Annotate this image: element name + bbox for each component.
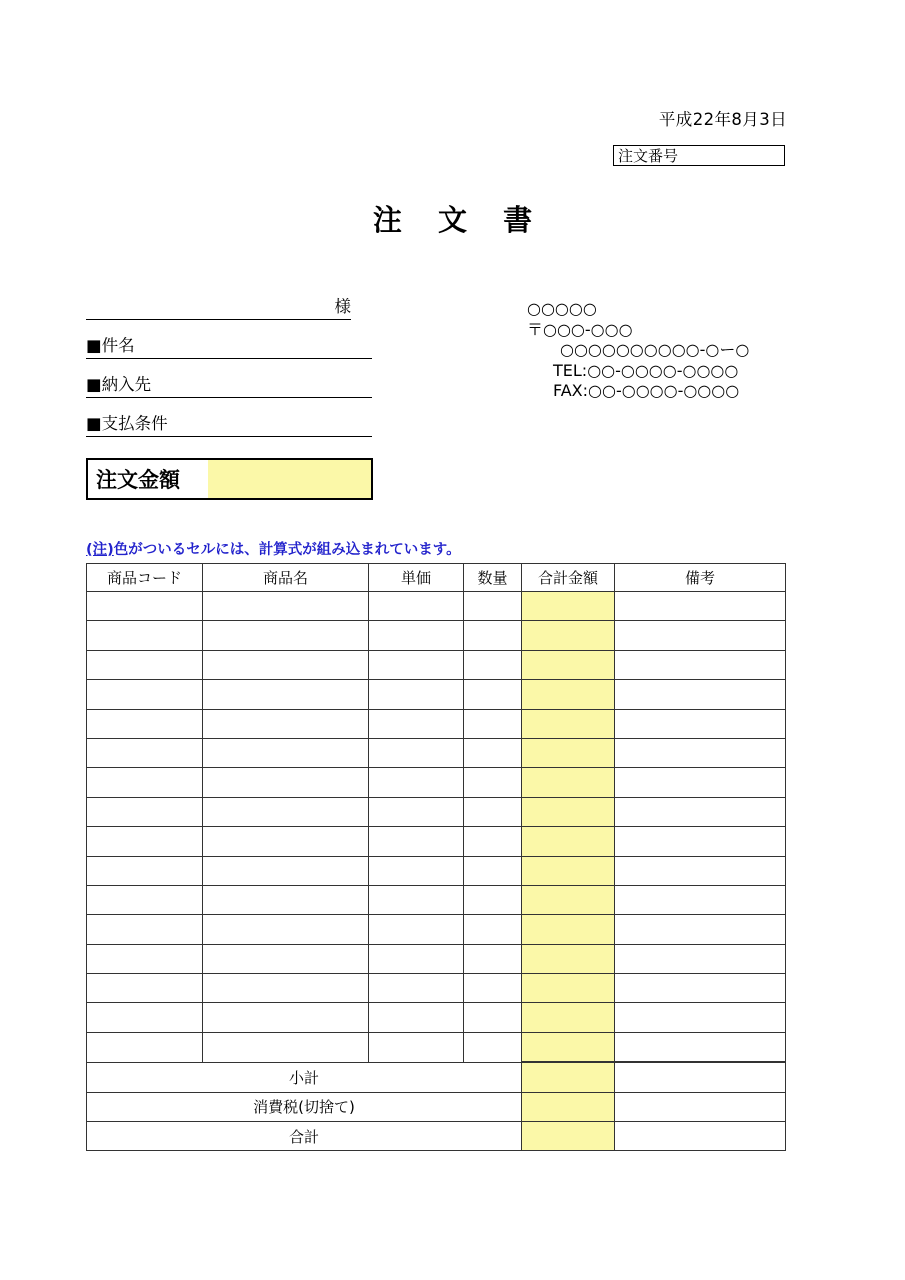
table-row — [87, 650, 786, 679]
table-row — [87, 885, 786, 914]
table-row — [87, 680, 786, 709]
table-row — [87, 827, 786, 856]
cell-total-amount[interactable] — [522, 1003, 615, 1032]
cell-product-name[interactable] — [203, 738, 369, 767]
cell-total-amount[interactable] — [522, 1032, 615, 1062]
summary-remarks[interactable] — [615, 1122, 786, 1151]
cell-remarks[interactable] — [615, 680, 786, 709]
cell-total-amount[interactable] — [522, 709, 615, 738]
cell-total-amount[interactable] — [522, 592, 615, 621]
cell-quantity[interactable] — [464, 797, 522, 826]
cell-remarks[interactable] — [615, 915, 786, 944]
delivery-destination-field[interactable] — [86, 372, 372, 398]
cell-product-name[interactable] — [203, 885, 369, 914]
summary-label: 合計 — [87, 1122, 522, 1151]
order-amount-box — [86, 458, 373, 500]
cell-total-amount[interactable] — [522, 650, 615, 679]
cell-product-code[interactable] — [87, 974, 203, 1003]
document-date: 平成22年8月3日 — [658, 110, 787, 129]
order-number-label: 注文番号 — [618, 147, 679, 165]
cell-product-name[interactable] — [203, 797, 369, 826]
cell-quantity[interactable] — [464, 827, 522, 856]
cell-remarks[interactable] — [615, 797, 786, 826]
cell-product-name[interactable] — [203, 592, 369, 621]
cell-remarks[interactable] — [615, 621, 786, 650]
cell-unit-price[interactable] — [369, 856, 464, 885]
cell-unit-price[interactable] — [369, 680, 464, 709]
cell-total-amount[interactable] — [522, 856, 615, 885]
table-row — [87, 1003, 786, 1032]
cell-quantity[interactable] — [464, 680, 522, 709]
cell-product-code[interactable] — [87, 885, 203, 914]
payment-label: ■支払条件 — [86, 414, 168, 433]
cell-remarks[interactable] — [615, 944, 786, 973]
cell-product-code[interactable] — [87, 768, 203, 797]
cell-remarks[interactable] — [615, 974, 786, 1003]
cell-product-name[interactable] — [203, 827, 369, 856]
cell-product-name[interactable] — [203, 974, 369, 1003]
order-items-table — [86, 563, 786, 1151]
summary-label: 小計 — [87, 1062, 522, 1092]
cell-unit-price[interactable] — [369, 885, 464, 914]
cell-product-name[interactable] — [203, 680, 369, 709]
summary-label: 消費税(切捨て) — [87, 1092, 522, 1121]
table-row — [87, 944, 786, 973]
cell-unit-price[interactable] — [369, 1003, 464, 1032]
cell-unit-price[interactable] — [369, 974, 464, 1003]
table-row — [87, 974, 786, 1003]
cell-quantity[interactable] — [464, 1003, 522, 1032]
cell-total-amount[interactable] — [522, 738, 615, 767]
table-row — [87, 797, 786, 826]
table-header-row — [87, 564, 786, 592]
header-remarks: 備考 — [615, 564, 786, 592]
cell-quantity[interactable] — [464, 944, 522, 973]
cell-remarks[interactable] — [615, 1032, 786, 1062]
cell-total-amount[interactable] — [522, 974, 615, 1003]
cell-unit-price[interactable] — [369, 768, 464, 797]
table-row — [87, 856, 786, 885]
formula-note — [86, 538, 461, 559]
cell-quantity[interactable] — [464, 768, 522, 797]
cell-total-amount[interactable] — [522, 827, 615, 856]
company-address: ○○○○○○○○○○-○ー○ — [560, 340, 750, 359]
table-row — [87, 621, 786, 650]
cell-product-name[interactable] — [203, 621, 369, 650]
cell-remarks[interactable] — [615, 885, 786, 914]
cell-remarks[interactable] — [615, 709, 786, 738]
cell-unit-price[interactable] — [369, 1032, 464, 1062]
company-postal-code: 〒○○○-○○○ — [527, 319, 633, 339]
cell-product-code[interactable] — [87, 1032, 203, 1062]
company-name: ○○○○○ — [527, 299, 597, 318]
order-amount-label: 注文金額 — [96, 468, 180, 492]
company-fax: FAX:○○-○○○○-○○○○ — [553, 381, 740, 400]
cell-remarks[interactable] — [615, 827, 786, 856]
cell-quantity[interactable] — [464, 915, 522, 944]
cell-product-name[interactable] — [203, 650, 369, 679]
table-row — [87, 592, 786, 621]
customer-name-field[interactable] — [86, 294, 351, 320]
payment-terms-field[interactable] — [86, 411, 372, 437]
cell-product-code[interactable] — [87, 738, 203, 767]
cell-unit-price[interactable] — [369, 650, 464, 679]
summary-remarks[interactable] — [615, 1062, 786, 1092]
cell-product-code[interactable] — [87, 592, 203, 621]
cell-total-amount[interactable] — [522, 768, 615, 797]
summary-amount[interactable] — [522, 1062, 615, 1092]
summary-row — [87, 1092, 786, 1121]
cell-product-code[interactable] — [87, 1003, 203, 1032]
company-info-block — [527, 299, 749, 402]
cell-remarks[interactable] — [615, 592, 786, 621]
cell-product-name[interactable] — [203, 915, 369, 944]
note-text: 色がついるセルには、計算式が組み込まれています。 — [113, 542, 461, 558]
cell-product-code[interactable] — [87, 709, 203, 738]
cell-total-amount[interactable] — [522, 680, 615, 709]
cell-quantity[interactable] — [464, 592, 522, 621]
honorific-label: 様 — [334, 297, 351, 316]
cell-unit-price[interactable] — [369, 592, 464, 621]
table-row — [87, 738, 786, 767]
header-unit-price: 単価 — [369, 564, 464, 592]
cell-quantity[interactable] — [464, 974, 522, 1003]
table-row — [87, 709, 786, 738]
cell-quantity[interactable] — [464, 709, 522, 738]
header-product-name: 商品名 — [203, 564, 369, 592]
order-amount-value[interactable] — [208, 460, 371, 498]
cell-remarks[interactable] — [615, 768, 786, 797]
cell-product-code[interactable] — [87, 856, 203, 885]
cell-product-code[interactable] — [87, 827, 203, 856]
cell-total-amount[interactable] — [522, 621, 615, 650]
cell-unit-price[interactable] — [369, 738, 464, 767]
cell-product-name[interactable] — [203, 944, 369, 973]
summary-remarks[interactable] — [615, 1092, 786, 1121]
cell-product-code[interactable] — [87, 650, 203, 679]
summary-row — [87, 1062, 786, 1092]
cell-unit-price[interactable] — [369, 915, 464, 944]
summary-amount[interactable] — [522, 1122, 615, 1151]
page-title: 注 文 書 — [372, 203, 546, 237]
cell-quantity[interactable] — [464, 885, 522, 914]
cell-product-name[interactable] — [203, 856, 369, 885]
cell-total-amount[interactable] — [522, 944, 615, 973]
delivery-label: ■納入先 — [86, 375, 152, 394]
cell-product-name[interactable] — [203, 1003, 369, 1032]
cell-product-code[interactable] — [87, 621, 203, 650]
summary-row — [87, 1122, 786, 1151]
cell-total-amount[interactable] — [522, 885, 615, 914]
cell-remarks[interactable] — [615, 1003, 786, 1032]
subject-field[interactable] — [86, 333, 372, 359]
cell-quantity[interactable] — [464, 650, 522, 679]
cell-unit-price[interactable] — [369, 621, 464, 650]
cell-product-code[interactable] — [87, 944, 203, 973]
cell-unit-price[interactable] — [369, 797, 464, 826]
table-row — [87, 1032, 786, 1062]
cell-product-code[interactable] — [87, 915, 203, 944]
cell-quantity[interactable] — [464, 738, 522, 767]
cell-unit-price[interactable] — [369, 709, 464, 738]
cell-product-name[interactable] — [203, 768, 369, 797]
cell-product-name[interactable] — [203, 709, 369, 738]
cell-quantity[interactable] — [464, 1032, 522, 1062]
table-row — [87, 915, 786, 944]
cell-product-name[interactable] — [203, 1032, 369, 1062]
cell-unit-price[interactable] — [369, 944, 464, 973]
cell-total-amount[interactable] — [522, 915, 615, 944]
cell-product-code[interactable] — [87, 797, 203, 826]
subject-label: ■件名 — [86, 336, 135, 355]
cell-remarks[interactable] — [615, 856, 786, 885]
header-total-amount: 合計金額 — [522, 564, 615, 592]
summary-amount[interactable] — [522, 1092, 615, 1121]
header-product-code: 商品コード — [87, 564, 203, 592]
cell-product-code[interactable] — [87, 680, 203, 709]
cell-remarks[interactable] — [615, 738, 786, 767]
company-tel: TEL:○○-○○○○-○○○○ — [553, 360, 739, 380]
table-row — [87, 768, 786, 797]
cell-remarks[interactable] — [615, 650, 786, 679]
cell-total-amount[interactable] — [522, 797, 615, 826]
order-number-box[interactable] — [613, 145, 785, 166]
cell-unit-price[interactable] — [369, 827, 464, 856]
cell-quantity[interactable] — [464, 621, 522, 650]
cell-quantity[interactable] — [464, 856, 522, 885]
note-prefix: (注) — [86, 542, 114, 558]
header-quantity: 数量 — [464, 564, 522, 592]
